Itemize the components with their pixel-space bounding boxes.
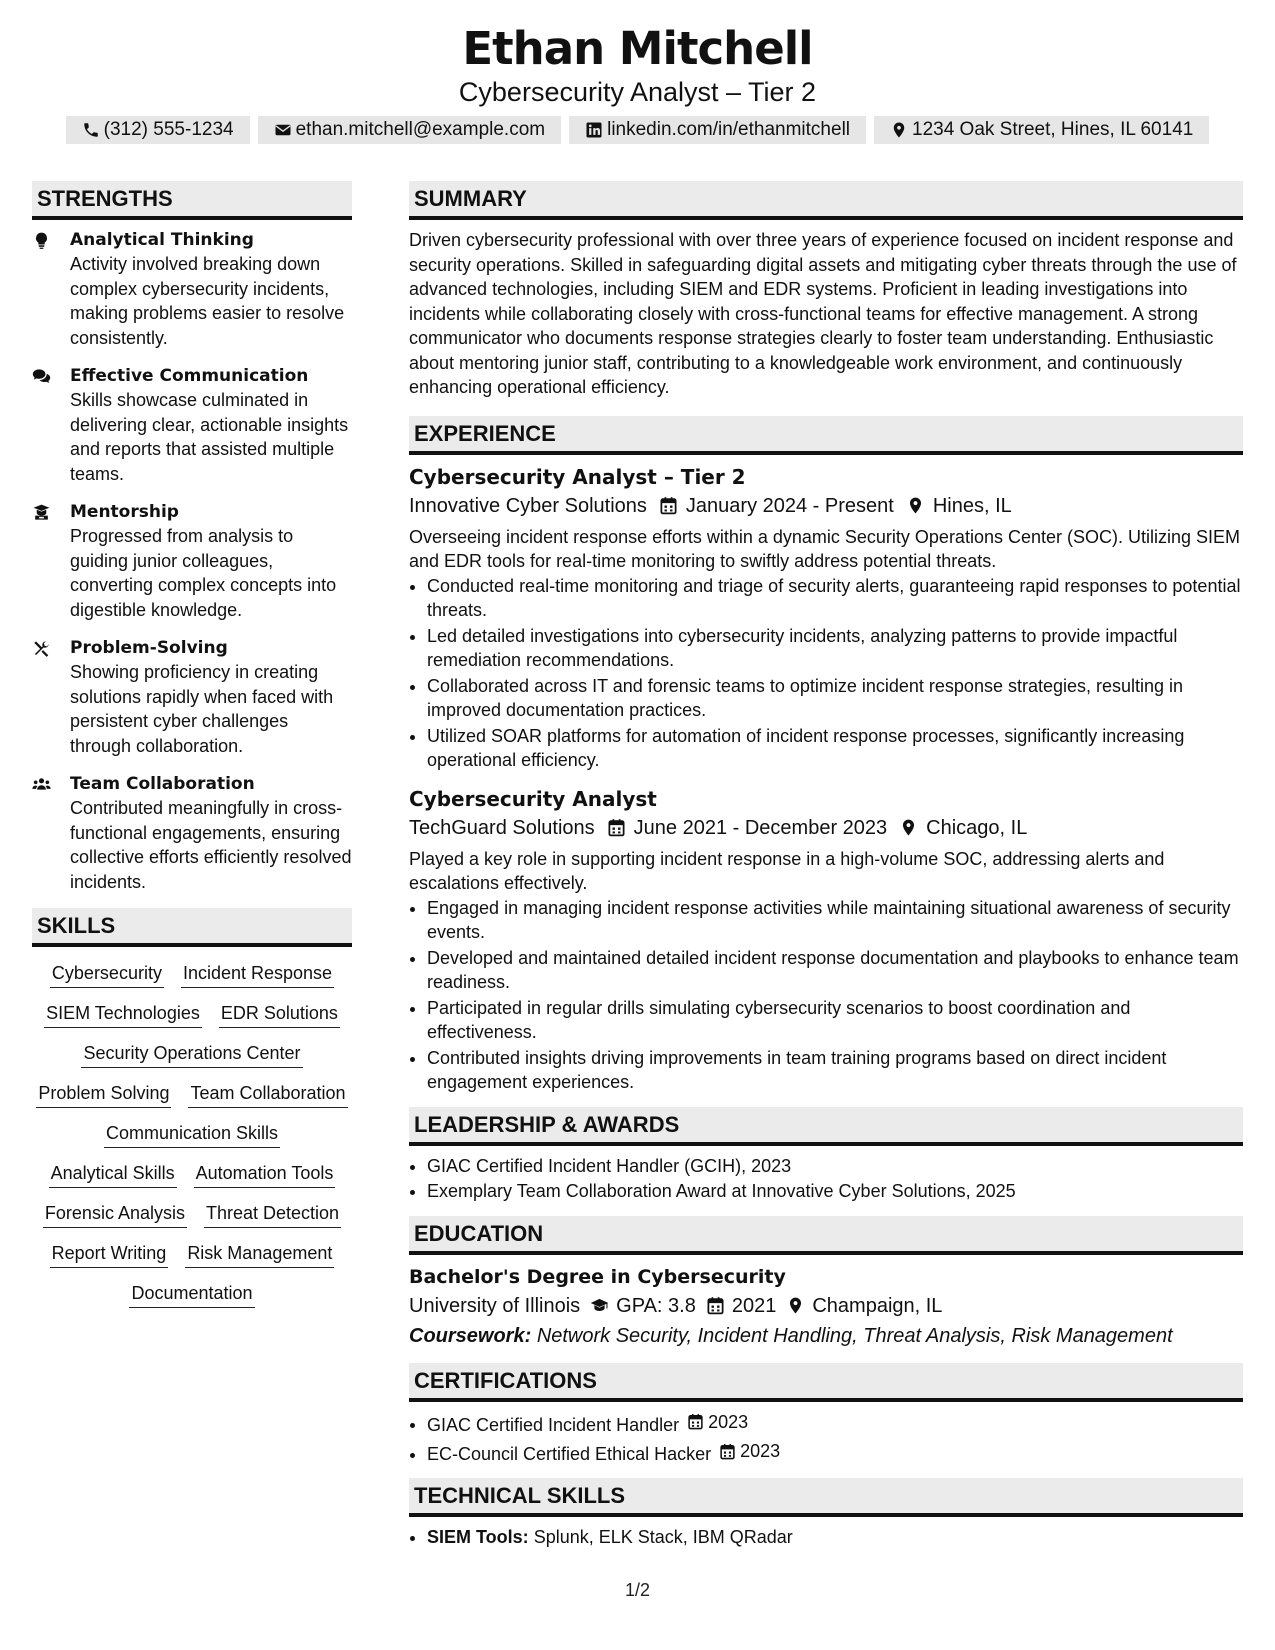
contact-linkedin[interactable] xyxy=(569,116,866,144)
teacher-icon xyxy=(32,503,51,522)
job-entry xyxy=(409,785,1243,1095)
tools-icon xyxy=(32,639,51,658)
skill-tag: EDR Solutions xyxy=(219,1001,340,1028)
job-entry xyxy=(409,463,1243,773)
job-bullet: • Contributed insights driving improvements in team training programs based on direct incident engagement experiences. xyxy=(427,1046,1243,1095)
calendar-icon xyxy=(687,1413,704,1430)
job-bullet: • Led detailed investigations into cybersecurity incidents, analyzing patterns to provide impactful remediation recommendations. xyxy=(427,624,1243,673)
contact-phone-text: (312) 555-1234 xyxy=(103,119,234,140)
certification-name: EC-Council Certified Ethical Hacker xyxy=(427,1443,712,1464)
calendar-icon xyxy=(706,1296,725,1315)
strength-item xyxy=(32,636,352,758)
contact-bar xyxy=(0,116,1275,144)
job-bullet: • Conducted real-time monitoring and triage of security alerts, guaranteeing rapid responses to potential threats. xyxy=(427,574,1243,623)
job-description: Played a key role in supporting incident response in a high-volume SOC, addressing alerts and escalations effectively. xyxy=(409,848,1165,893)
contact-address xyxy=(874,116,1209,144)
job-meta xyxy=(409,491,1243,521)
education-meta xyxy=(409,1291,1243,1321)
strength-title: Problem-Solving xyxy=(70,638,228,658)
skill-tag: Security Operations Center xyxy=(81,1041,302,1068)
strength-item xyxy=(32,772,352,894)
job-company: Innovative Cyber Solutions xyxy=(409,494,647,517)
lightbulb-icon xyxy=(32,231,51,250)
coursework-list: Network Security, Incident Handling, Threat Analysis, Risk Management xyxy=(536,1324,1173,1347)
strength-title: Analytical Thinking xyxy=(70,230,254,250)
education-heading: EDUCATION xyxy=(409,1216,1243,1255)
skill-tag: Analytical Skills xyxy=(49,1161,177,1188)
experience-heading: EXPERIENCE xyxy=(409,416,1243,455)
map-pin-icon xyxy=(906,496,925,515)
school-location: Champaign, IL xyxy=(812,1294,943,1317)
phone-icon xyxy=(82,121,100,139)
skill-tag: Automation Tools xyxy=(194,1161,336,1188)
skill-tag: SIEM Technologies xyxy=(44,1001,202,1028)
certification-year: 2023 xyxy=(708,1411,749,1432)
job-bullets xyxy=(409,574,1243,773)
job-location: Hines, IL xyxy=(932,494,1012,517)
skill-tag: Forensic Analysis xyxy=(43,1201,187,1228)
contact-linkedin-text: linkedin.com/in/ethanmitchell xyxy=(607,119,851,140)
strengths-section xyxy=(32,181,352,894)
skill-tag: Risk Management xyxy=(185,1241,334,1268)
certification-item xyxy=(427,1410,1243,1437)
calendar-icon xyxy=(719,1443,736,1460)
leadership-heading: LEADERSHIP & AWARDS xyxy=(409,1107,1243,1146)
job-dates: January 2024 - Present xyxy=(685,494,894,517)
certification-item xyxy=(427,1439,1243,1466)
right-column xyxy=(409,181,1243,1562)
map-pin-icon xyxy=(786,1296,805,1315)
job-bullets xyxy=(409,896,1243,1095)
leadership-item: • GIAC Certified Incident Handler (GCIH), 2023 xyxy=(427,1154,1243,1179)
education-section xyxy=(409,1216,1243,1351)
skills-section xyxy=(32,908,352,1314)
degree-title: Bachelor's Degree in Cybersecurity xyxy=(409,1265,786,1288)
certification-year: 2023 xyxy=(740,1440,781,1461)
skill-tag: Documentation xyxy=(129,1281,254,1308)
strength-desc: Progressed from analysis to guiding junior colleagues, converting complex concepts into digestible knowledge. xyxy=(70,526,337,620)
skill-tag: Cybersecurity xyxy=(50,961,164,988)
coursework xyxy=(409,1321,1243,1351)
job-bullet: • Engaged in managing incident response activities while maintaining situational awareness of security events. xyxy=(427,896,1243,945)
resume-header xyxy=(0,0,1275,144)
job-bullet: • Participated in regular drills simulating cybersecurity scenarios to boost coordination and effectiveness. xyxy=(427,996,1243,1045)
job-description: Overseeing incident response efforts within a dynamic Security Operations Center (SOC). Utilizing SIEM and EDR tools for real-time monitoring to swiftly address potential threats. xyxy=(409,526,1241,571)
strength-desc: Skills showcase culminated in delivering clear, actionable insights and reports that assisted multiple teams. xyxy=(70,390,349,484)
contact-address-text: 1234 Oak Street, Hines, IL 60141 xyxy=(912,119,1194,140)
comments-icon xyxy=(32,367,51,386)
strength-desc: Showing proficiency in creating solutions rapidly when faced with persistent cyber challenges through collaboration. xyxy=(70,662,334,756)
candidate-title: Cybersecurity Analyst – Tier 2 xyxy=(458,77,817,107)
skill-tag: Report Writing xyxy=(50,1241,169,1268)
job-company: TechGuard Solutions xyxy=(409,816,595,839)
map-pin-icon xyxy=(899,818,918,837)
school-name: University of Illinois xyxy=(409,1294,581,1317)
summary-heading: SUMMARY xyxy=(409,181,1243,220)
skill-tag: Team Collaboration xyxy=(188,1081,347,1108)
technical-skills-section xyxy=(409,1478,1243,1550)
contact-phone[interactable] xyxy=(66,116,250,144)
calendar-icon xyxy=(659,496,678,515)
strength-title: Mentorship xyxy=(70,502,179,522)
strength-desc: Activity involved breaking down complex cybersecurity incidents, making problems easier to resolve consistently. xyxy=(70,254,345,348)
leadership-list xyxy=(409,1154,1243,1204)
skills-list xyxy=(32,955,352,1314)
job-title: Cybersecurity Analyst xyxy=(409,786,657,811)
strength-title: Team Collaboration xyxy=(70,774,255,794)
certification-name: GIAC Certified Incident Handler xyxy=(427,1414,680,1435)
strength-desc: Contributed meaningfully in cross-functional engagements, ensuring collective efforts efficiently resolved incidents. xyxy=(70,798,352,892)
skills-heading: SKILLS xyxy=(32,908,352,947)
coursework-label: Coursework: xyxy=(409,1324,532,1347)
graduation-cap-icon xyxy=(590,1296,609,1315)
certifications-section xyxy=(409,1363,1243,1467)
leadership-section xyxy=(409,1107,1243,1204)
job-title: Cybersecurity Analyst – Tier 2 xyxy=(409,464,746,489)
job-bullet: • Collaborated across IT and forensic teams to optimize incident response strategies, resulting in improved documentation practices. xyxy=(427,674,1243,723)
summary-section xyxy=(409,181,1243,400)
linkedin-icon xyxy=(585,121,603,139)
contact-email-text: ethan.mitchell@example.com xyxy=(295,119,546,140)
technical-skill-item xyxy=(427,1525,1243,1550)
gpa: GPA: 3.8 xyxy=(616,1294,696,1317)
technical-skill-label: SIEM Tools: xyxy=(427,1527,529,1547)
strengths-heading: STRENGTHS xyxy=(32,181,352,220)
envelope-icon xyxy=(274,121,292,139)
job-bullet: • Utilized SOAR platforms for automation of incident response processes, significantly increasing operational efficiency. xyxy=(427,724,1243,773)
map-pin-icon xyxy=(890,121,908,139)
skill-tag: Problem Solving xyxy=(36,1081,171,1108)
strength-item xyxy=(32,364,352,486)
technical-skills-heading: TECHNICAL SKILLS xyxy=(409,1478,1243,1517)
candidate-name: Ethan Mitchell xyxy=(462,22,813,75)
contact-email[interactable] xyxy=(258,116,562,144)
graduation-year: 2021 xyxy=(731,1294,777,1317)
skill-tag: Communication Skills xyxy=(104,1121,280,1148)
strength-item xyxy=(32,500,352,622)
left-column xyxy=(32,181,352,1314)
job-bullet: • Developed and maintained detailed incident response documentation and playbooks to enhance team readiness. xyxy=(427,946,1243,995)
certifications-list xyxy=(409,1410,1243,1467)
leadership-item: • Exemplary Team Collaboration Award at Innovative Cyber Solutions, 2025 xyxy=(427,1179,1243,1204)
technical-skill-value: Splunk, ELK Stack, IBM QRadar xyxy=(533,1527,793,1547)
job-dates: June 2021 - December 2023 xyxy=(633,816,888,839)
calendar-icon xyxy=(607,818,626,837)
job-meta xyxy=(409,813,1243,843)
technical-skills-list xyxy=(409,1525,1243,1550)
strength-item xyxy=(32,228,352,350)
skill-tag: Incident Response xyxy=(181,961,334,988)
strength-title: Effective Communication xyxy=(70,366,309,386)
experience-section xyxy=(409,416,1243,1095)
summary-text: Driven cybersecurity professional with over three years of experience focused on incident response and security operations. Skilled in safeguarding digital assets and mitigating cyber threats through the use of advanced technologies, including SIEM and EDR systems. Proficient in leading investigations into incidents while collaborating closely with cross-functional teams for effective management. A strong communicator who documents response strategies clearly to foster team understanding. Enthusiastic about mentoring junior staff, contributing to a knowledgeable work environment, and continuously enhancing operational efficiency. xyxy=(409,230,1237,397)
skill-tag: Threat Detection xyxy=(204,1201,341,1228)
job-location: Chicago, IL xyxy=(926,816,1028,839)
page-number: 1/2 xyxy=(624,1580,651,1600)
certifications-heading: CERTIFICATIONS xyxy=(409,1363,1243,1402)
users-icon xyxy=(32,775,51,794)
